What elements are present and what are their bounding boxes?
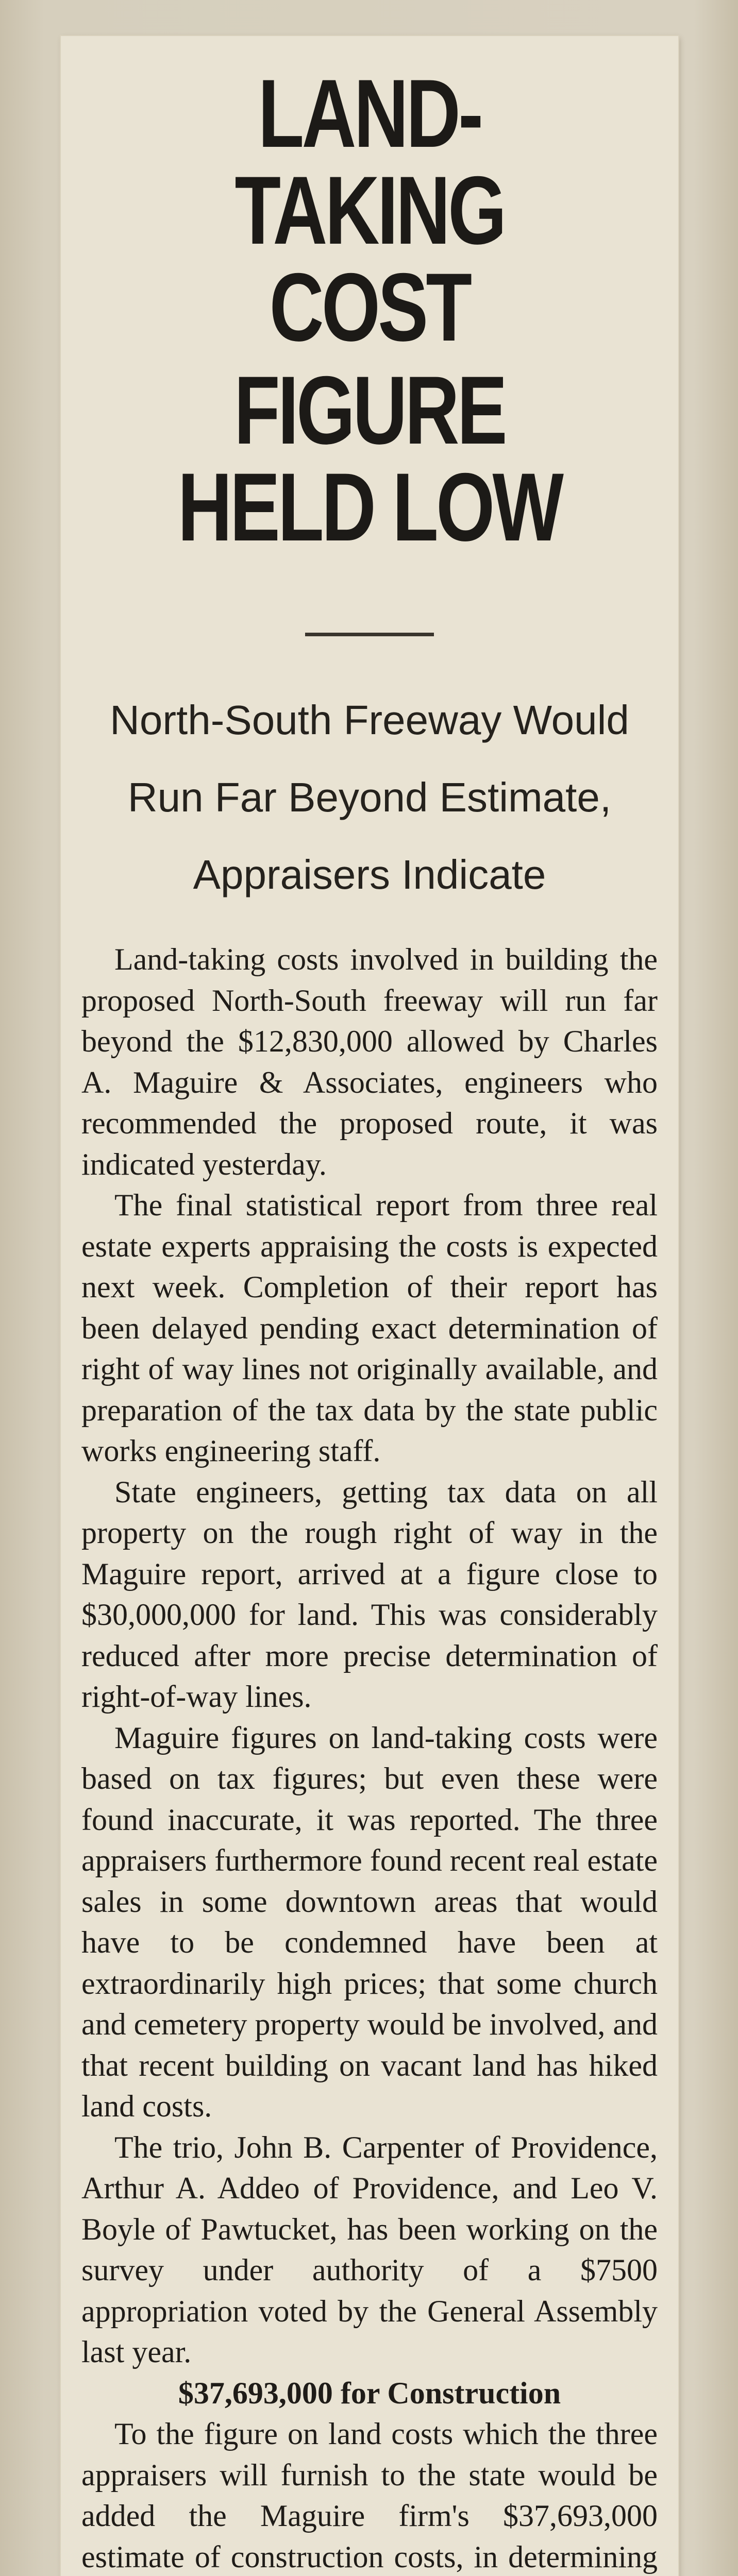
- deck-line-1: North-South Freeway Would: [110, 697, 629, 743]
- subheadline-deck: [61, 682, 678, 913]
- paragraph: The trio, John B. Carpenter of Providence, Arthur A. Addeo of Providence, and Leo V. Boyle of Pawtucket, has been working on the survey under authority of a $7500 appropriation voted by the General Assembly last year.: [81, 2130, 658, 2369]
- headline-line-1: LAND-TAKING COST: [234, 59, 505, 361]
- deck-line-2: Run Far Beyond Estimate,: [127, 774, 612, 820]
- paragraph: State engineers, getting tax data on all property on the rough right of way in the Maguire report, arrived at a figure close to $30,000,000 for land. This was considerably reduced after more precise determination of right-of-way lines.: [81, 1475, 658, 1714]
- headline-divider: [305, 633, 434, 636]
- paragraph: To the figure on land costs which the three appraisers will furnish to the state would be added the Maguire firm's $37,693,000 estimate of construction costs, in determining: [81, 2417, 658, 2574]
- article-body: [61, 913, 678, 2576]
- paragraph: The final statistical report from three real estate experts appraising the costs is expected next week. Completion of their report has been delayed pending exact determination of right of way lines not originally available, and preparation of the tax data by the state public works engineering staff.: [81, 1188, 658, 1468]
- newspaper-clipping: [61, 36, 678, 2576]
- paragraph: Maguire figures on land-taking costs were based on tax figures; but even these were found inaccurate, it was reported. The three appraisers furthermore found recent real estate sales in some downtown areas that would have to be condemned have been at extraordinarily high prices; that some church and cemetery property would be involved, and that recent building on vacant land has hiked land costs.: [81, 1720, 658, 2123]
- headline-line-2: FIGURE HELD LOW: [177, 356, 562, 561]
- deck-line-3: Appraisers Indicate: [193, 852, 546, 897]
- paragraph: Land-taking costs involved in building the proposed North-South freeway will run far beyond the $12,830,000 allowed by Charles A. Maguire & Associates, engineers who recommended the proposed route, it was indicated yesterday.: [81, 942, 658, 1181]
- section-subhead-construction: $37,693,000 for Construction: [178, 2376, 561, 2410]
